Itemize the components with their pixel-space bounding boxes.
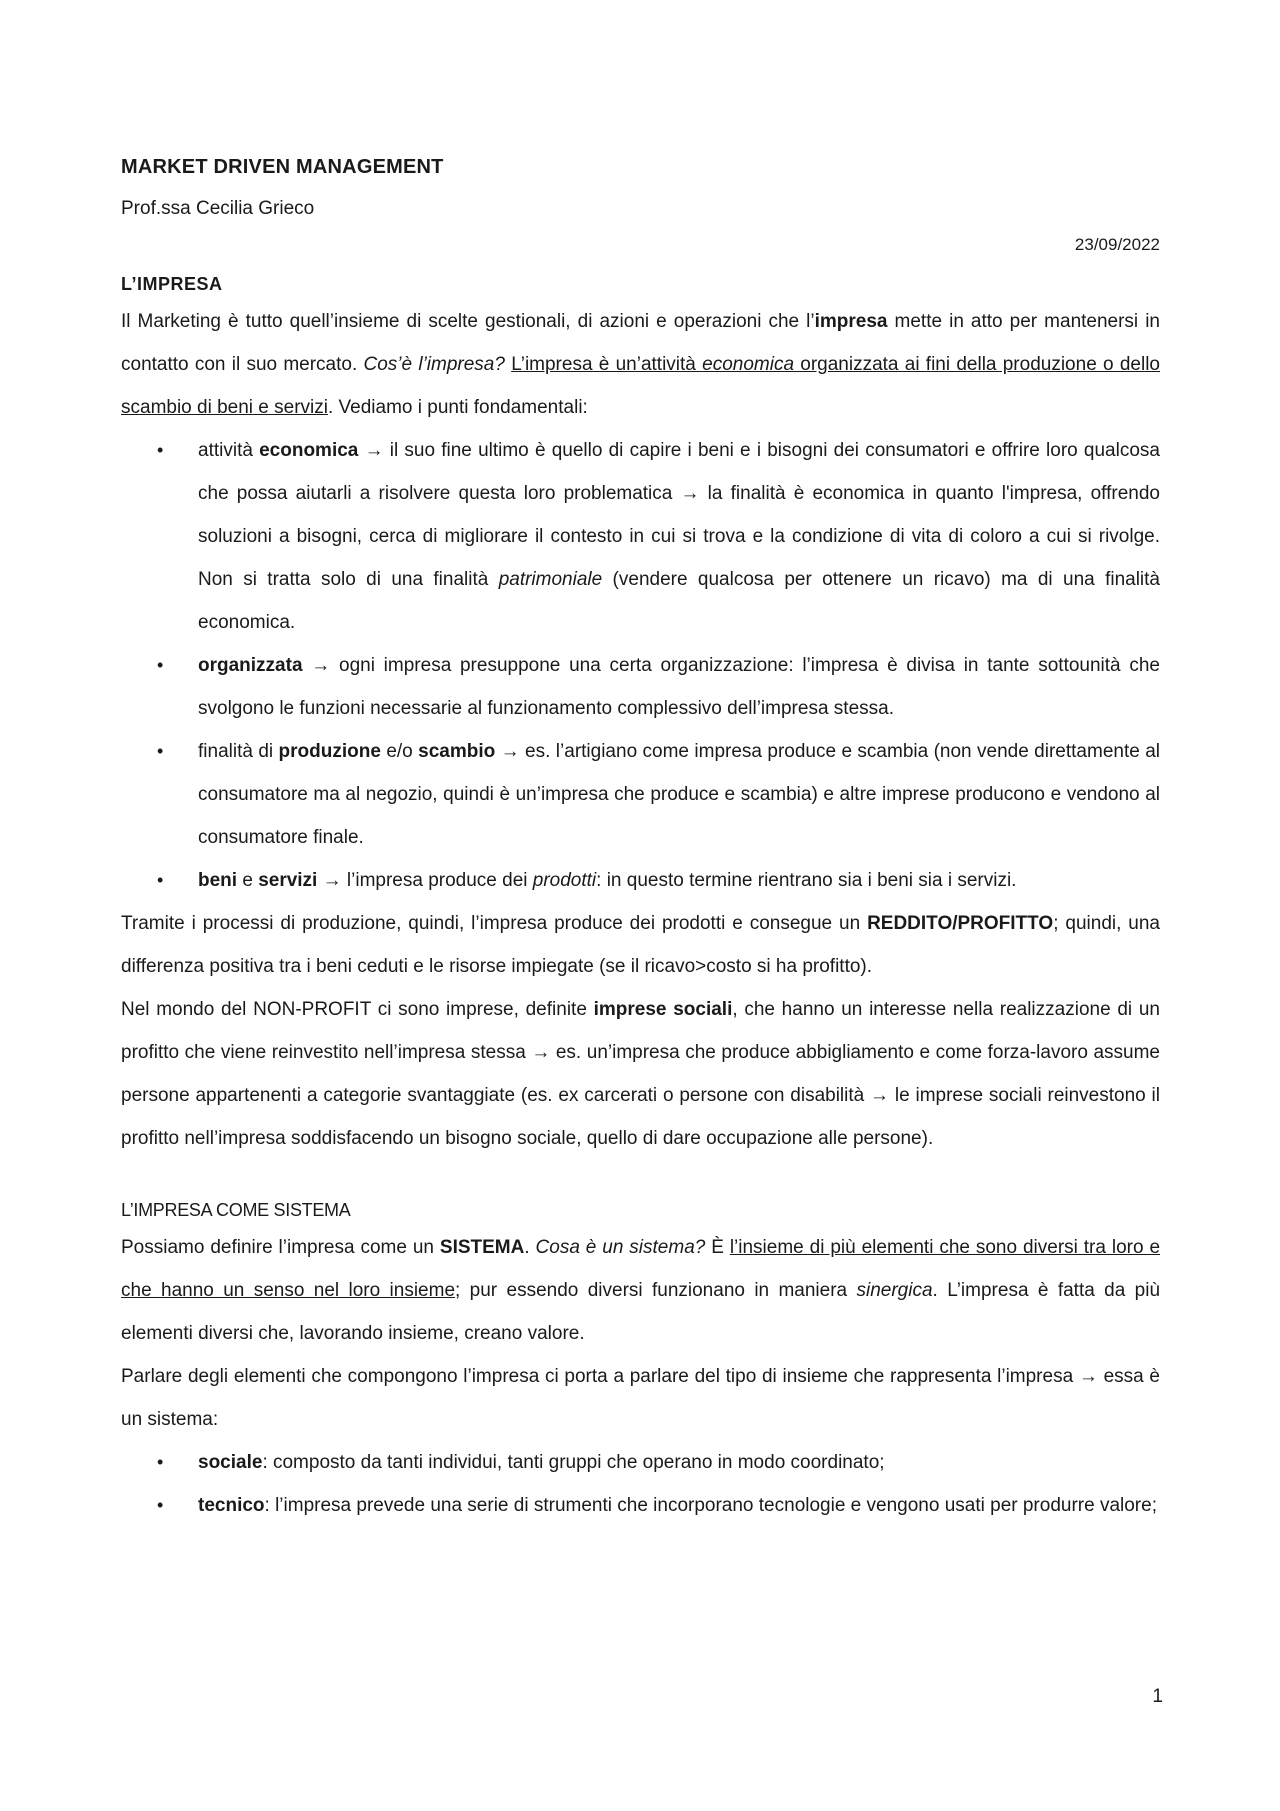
lecture-date: 23/09/2022: [1074, 235, 1160, 254]
section-heading-impresa: L’IMPRESA: [121, 274, 223, 294]
key-points-list: [121, 429, 1160, 902]
arrow-icon: →: [1078, 1366, 1098, 1387]
arrow-icon: →: [311, 655, 331, 676]
page-number: 1: [1152, 1686, 1163, 1707]
arrow-icon: →: [531, 1042, 551, 1063]
system-types-list: [121, 1441, 1160, 1527]
list-item: • finalità di produzione e/o scambio → es. l’artigiano come impresa produce e scambia (non vende direttamente al consumatore ma al negozio, quindi è un’impresa che produce e scambia) e altre imprese producono e vendono al consumatore finale.: [198, 730, 1160, 859]
section-heading-sistema: L’IMPRESA COME SISTEMA: [121, 1200, 351, 1220]
system-definition-paragraph: Possiamo definire l’impresa come un SISTEMA. Cosa è un sistema? È l’insieme di più elementi che sono diversi tra loro e che hanno un senso nel loro insieme; pur essendo diversi funzionano in maniera sinergica. L’impresa è fatta da più elementi diversi che, lavorando insieme, creano valore.: [121, 1237, 1161, 1344]
arrow-icon: →: [364, 440, 384, 461]
bullet-icon: •: [157, 440, 164, 460]
arrow-icon: →: [680, 483, 700, 504]
list-item: • organizzata → ogni impresa presuppone una certa organizzazione: l’impresa è divisa in tante sottounità che svolgono le funzioni necessarie al funzionamento complessivo dell’impresa stessa.: [198, 644, 1160, 730]
intro-paragraph: Il Marketing è tutto quell’insieme di scelte gestionali, di azioni e operazioni che l’impresa mette in atto per mantenersi in contatto con il suo mercato. Cos’è l’impresa? L’impresa è un’attività economica organizzata ai fini della produzione o dello scambio di beni e servizi. Vediamo i punti fondamentali:: [121, 311, 1160, 418]
arrow-icon: →: [870, 1085, 890, 1106]
bullet-icon: •: [157, 870, 164, 890]
bullet-icon: •: [157, 1495, 164, 1515]
list-item: • sociale: composto da tanti individui, tanti gruppi che operano in modo coordinato;: [198, 1441, 1160, 1484]
bullet-icon: •: [157, 655, 164, 675]
profit-paragraph: Tramite i processi di produzione, quindi, l’impresa produce dei prodotti e consegue un REDDITO/PROFITTO; quindi, una differenza positiva tra i beni ceduti e le risorse impiegate (se il ricavo>costo si ha profitto).: [121, 913, 1160, 977]
list-item: • tecnico: l’impresa prevede una serie di strumenti che incorporano tecnologie e vengono usati per produrre valore;: [198, 1484, 1160, 1527]
bullet-icon: •: [157, 741, 164, 761]
arrow-icon: →: [322, 870, 342, 891]
bullet-icon: •: [157, 1452, 164, 1472]
list-item: • beni e servizi → l’impresa produce dei prodotti: in questo termine rientrano sia i beni sia i servizi.: [198, 859, 1160, 902]
arrow-icon: →: [500, 741, 520, 762]
author-line: Prof.ssa Cecilia Grieco: [121, 198, 315, 219]
list-item: • attività economica → il suo fine ultimo è quello di capire i beni e i bisogni dei consumatori e offrire loro qualcosa che possa aiutarli a risolvere questa loro problematica → la finalità è economica in quanto l'impresa, offrendo soluzioni a bisogni, cerca di migliorare il contesto in cui si trova e la condizione di vita di coloro a cui si rivolge. Non si tratta solo di una finalità patrimoniale (vendere qualcosa per ottenere un ricavo) ma di una finalità economica.: [198, 429, 1160, 644]
page-content: [121, 148, 1160, 1527]
nonprofit-paragraph: Nel mondo del NON-PROFIT ci sono imprese, definite imprese sociali, che hanno un interesse nella realizzazione di un profitto che viene reinvestito nell’impresa stessa → es. un’impresa che produce abbigliamento e come forza-lavoro assume persone appartenenti a categorie svantaggiate (es. ex carcerati o persone con disabilità → le imprese sociali reinvestono il profitto nell’impresa soddisfacendo un bisogno sociale, quello di dare occupazione alle persone).: [121, 999, 1160, 1149]
document-title: MARKET DRIVEN MANAGEMENT: [121, 156, 444, 178]
system-elements-paragraph: Parlare degli elementi che compongono l’impresa ci porta a parlare del tipo di insieme che rappresenta l’impresa → essa è un sistema:: [121, 1366, 1160, 1430]
